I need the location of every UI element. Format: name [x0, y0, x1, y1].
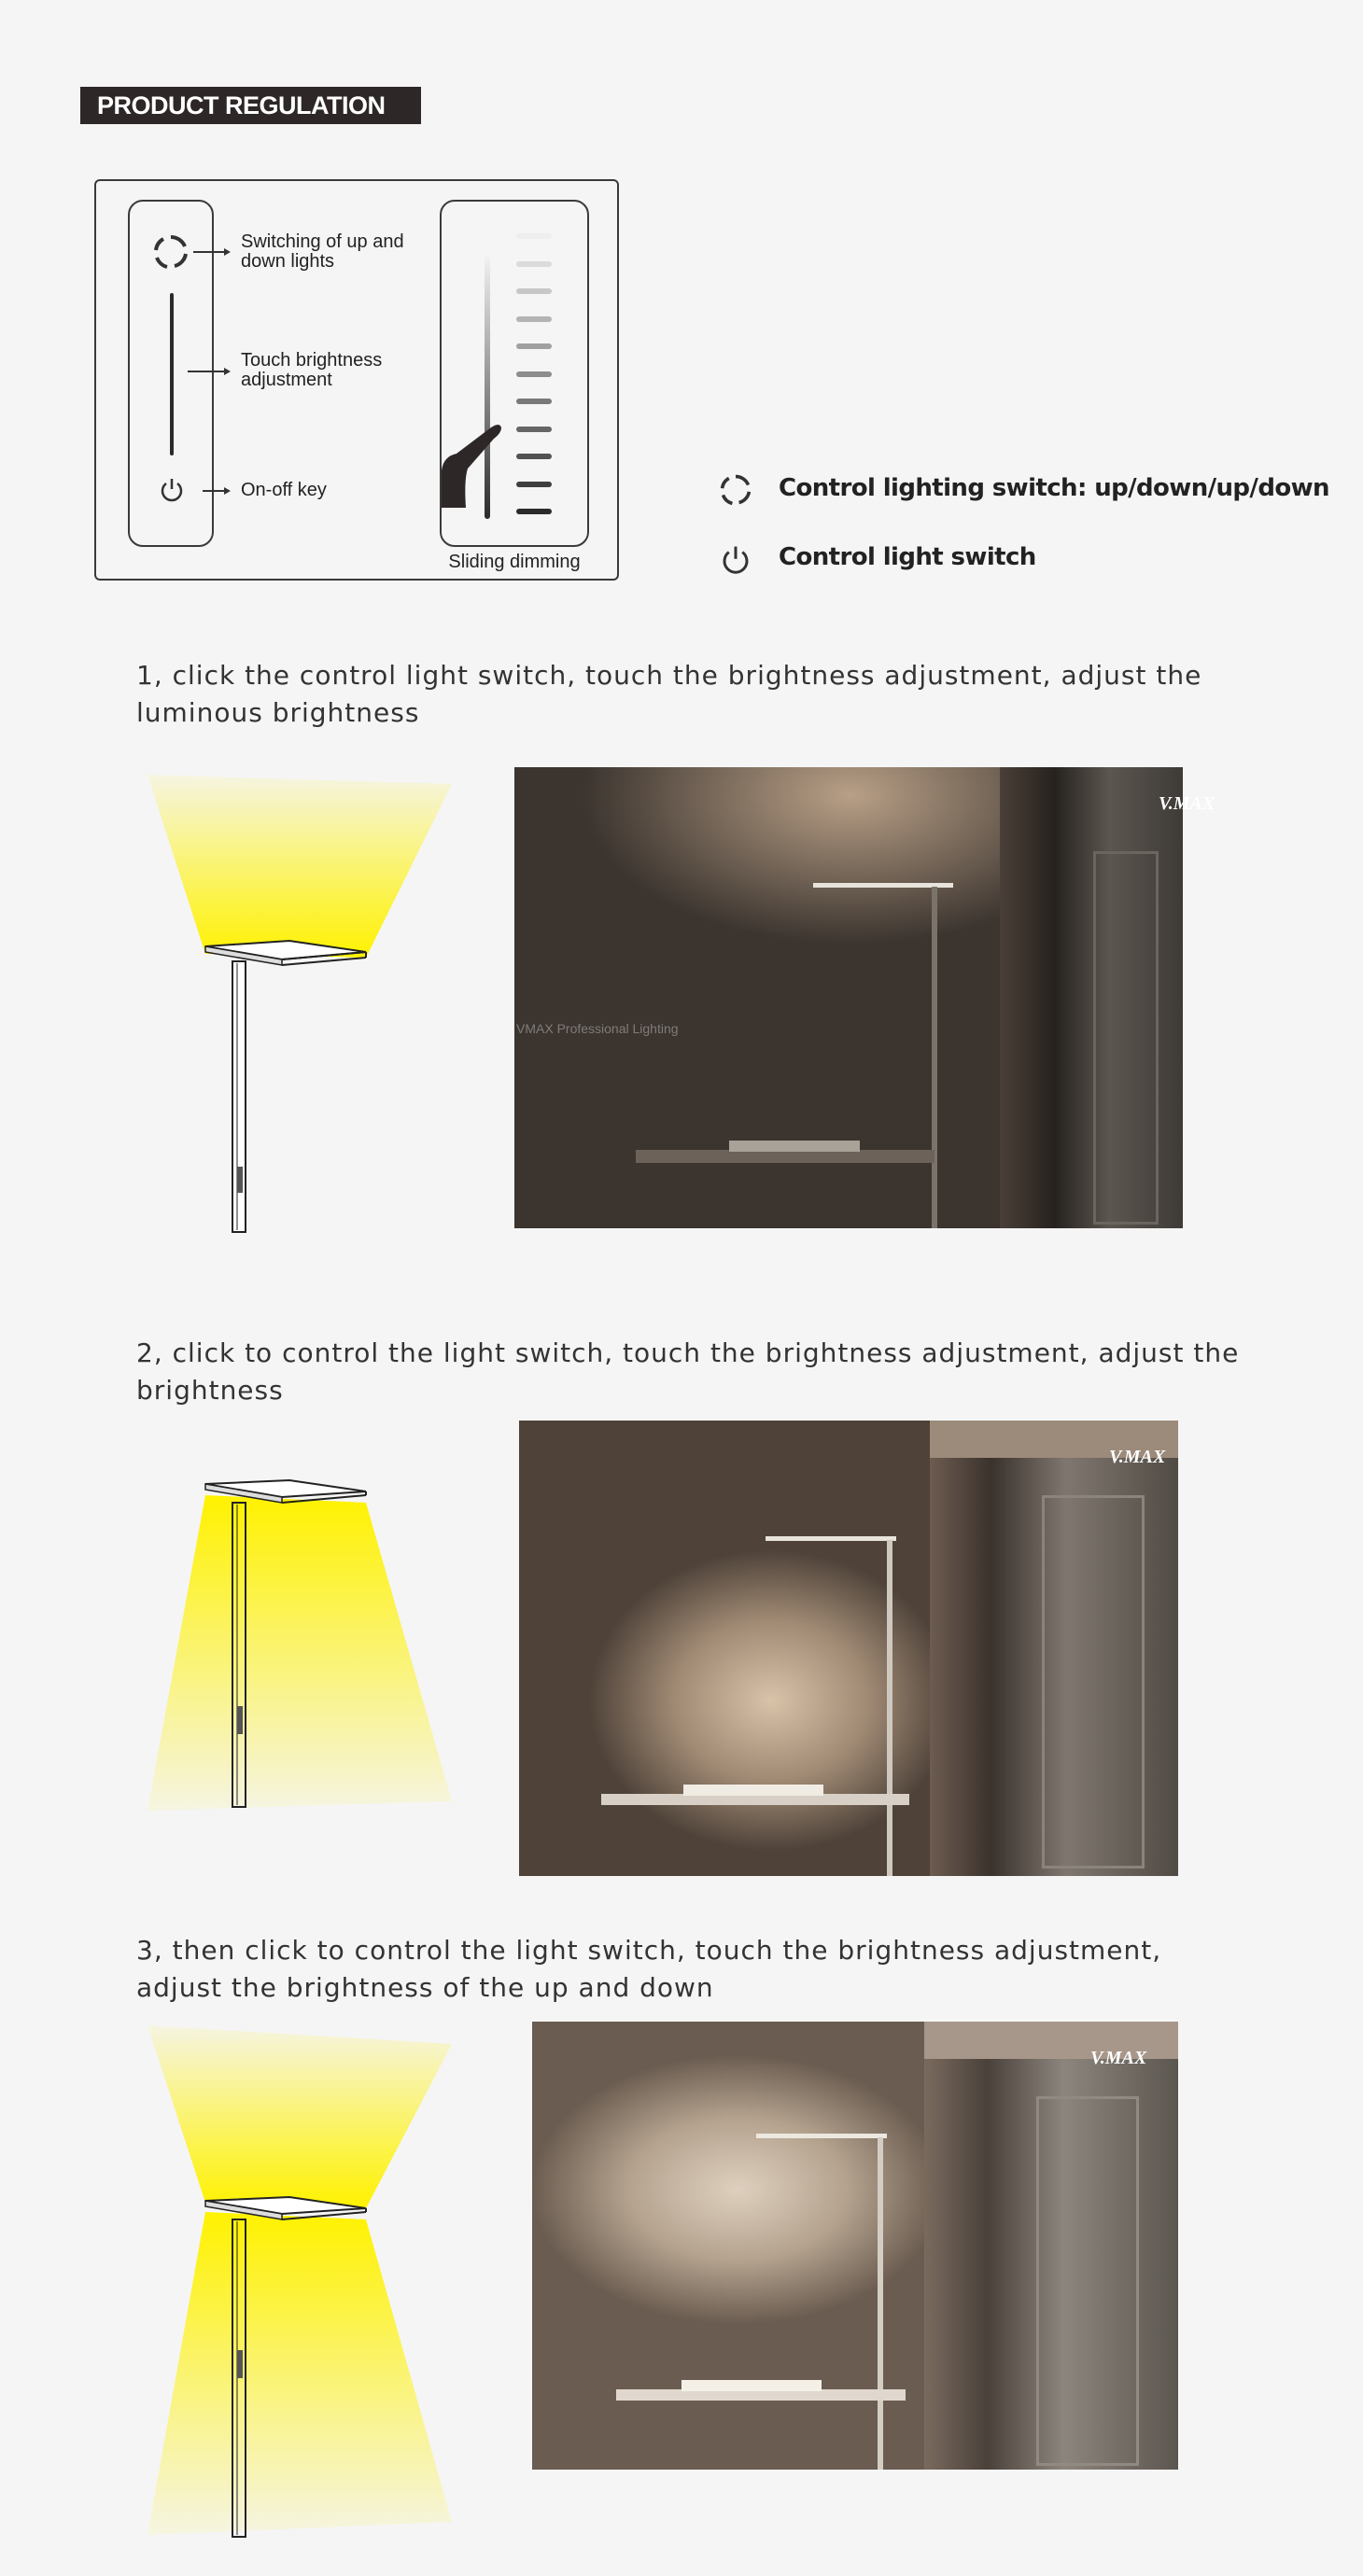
power-icon [719, 543, 752, 577]
leader-arrow [224, 487, 231, 495]
leader-line [193, 251, 227, 253]
cycle-switch-icon [719, 473, 752, 507]
brightness-track [170, 293, 174, 455]
watermark: VMAX Professional Lighting [516, 1021, 679, 1036]
dimming-tick [516, 427, 552, 432]
label-sliding-dimming: Sliding dimming [448, 552, 581, 572]
dimming-tick [516, 343, 552, 349]
touch-pad-right [440, 200, 589, 547]
dimming-tick [516, 233, 552, 239]
label-switching: Switching of up and down lights [241, 231, 404, 272]
dimming-tick [516, 482, 552, 487]
dimming-tick [516, 399, 552, 404]
legend-label-cycle: Control lighting switch: up/down/up/down [779, 474, 1329, 502]
leader-arrow [224, 368, 231, 375]
lamp-updown-illustration [140, 2016, 467, 2576]
lamp-downlight-illustration [140, 1465, 467, 1857]
finger-icon [440, 414, 505, 508]
dimming-tick [516, 509, 552, 514]
legend-label-power: Control light switch [779, 543, 1036, 571]
room-photo-uplight [514, 767, 1215, 1228]
section-title: PRODUCT REGULATION [80, 87, 421, 124]
dimming-tick [516, 454, 552, 459]
power-icon [158, 476, 186, 504]
dimming-scale [516, 233, 554, 532]
step-3-text: 3, then click to control the light switch, touch the brightness adjustment, adjust the brightness of the up and down [136, 1935, 1162, 2003]
dimming-tick [516, 261, 552, 267]
leader-line [188, 371, 227, 372]
step-2-text: 2, click to control the light switch, touch the brightness adjustment, adjust the brightness [136, 1337, 1240, 1406]
dimming-tick [516, 371, 552, 377]
label-touch-brightness: Touch brightness adjustment [241, 350, 383, 390]
dimming-tick [516, 288, 552, 294]
control-panel-diagram [94, 179, 619, 581]
step-1-text: 1, click the control light switch, touch the brightness adjustment, adjust the luminous brightness [136, 660, 1202, 728]
label-on-off: On-off key [241, 480, 327, 500]
cycle-switch-icon [152, 233, 190, 271]
lamp-uplight-illustration [140, 747, 467, 1241]
leader-arrow [224, 248, 231, 256]
brand-logo: V.MAX [1159, 793, 1215, 814]
room-photo-updown [532, 2022, 1178, 2470]
room-photo-downlight [519, 1421, 1178, 1876]
brand-logo: V.MAX [1109, 1447, 1166, 1467]
dimming-tick [516, 316, 552, 322]
brand-logo: V.MAX [1090, 2048, 1147, 2068]
